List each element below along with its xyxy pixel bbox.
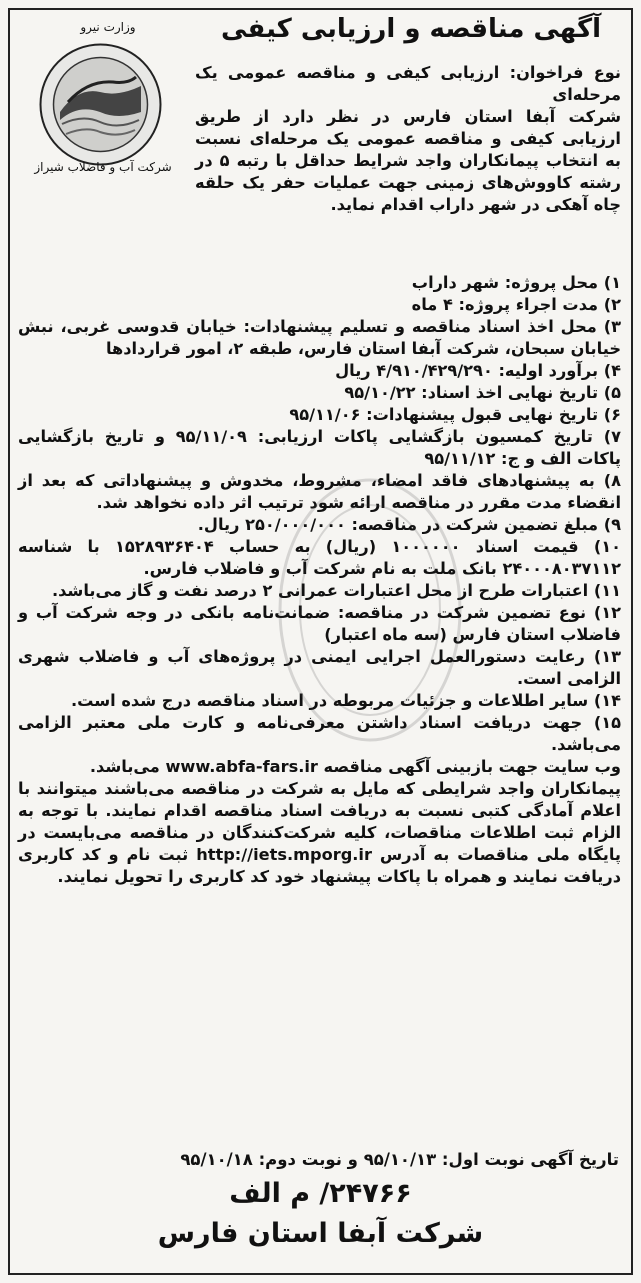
list-item: ۴) برآورد اولیه: ۴/۹۱۰/۴۲۹/۲۹۰ ریال [335,361,621,380]
notice-title: آگهی مناقصه و ارزیابی کیفی [221,14,601,44]
closing-paragraph [18,778,621,888]
footer-company-name: شرکت آبفا استان فارس [157,1218,484,1249]
call-type: نوع فراخوان: ارزیابی کیفی و مناقصه عمومی یک مرحله‌ای [195,63,621,104]
list-item: ۵) تاریخ نهایی اخذ اسناد: ۹۵/۱۰/۲۲ [344,383,621,402]
publication-dates: تاریخ آگهی نوبت اول: ۹۵/۱۰/۱۳ و نوبت دوم: ۹۵/۱۰/۱۸ [180,1150,619,1169]
list-item: ۱) محل پروژه: شهر داراب [411,273,621,292]
list-item: ۱۳) رعایت دستورالعمل اجرایی ایمنی در پروژه‌های آب و فاضلاب شهری الزامی است. [18,647,621,688]
list-item: ۸) به پیشنهادهای فاقد امضاء، مشروط، مخدوش و پیشنهاداتی که بعد از انقضاء مدت مقرر در مناقصه ارائه شود ترتیب اثر داده نخواهد شد. [18,471,621,512]
closing-text-before: پیمانکاران واجد شرایطی که مایل به شرکت در مناقصه می‌باشند میتوانند با اعلام آمادگی کتبی نسبت به دریافت اسناد مناقصه اقدام نمایند. با توجه به الزام ثبت اطلاعات مناقصات، کلیه شرکت‌کنندگان در مناقصه می‌بایست در پایگاه ملی مناقصات به آدرس [18,779,622,864]
closing-text-after: ثبت نام و کد کاربری دریافت نمایند و همراه با پاکات پیشنهاد خود کد کاربری را تحویل نمایند. [18,845,621,886]
list-item: ۷) تاریخ کمسیون بازگشایی پاکات ارزیابی: ۹۵/۱۱/۰۹ و تاریخ بازگشایی پاکات الف و ج: ۹۵/۱۱/۱۲ [18,427,621,468]
list-item: ۱۴) سایر اطلاعات و جزئیات مربوطه در اسناد مناقصه درج شده است. [70,691,621,710]
notice-intro [195,62,621,216]
website-text-before: وب سایت جهت بازبینی آگهی مناقصه [323,757,621,776]
tender-portal-link[interactable]: http://iets.mporg.ir [196,845,372,864]
list-item: ۱۱) اعتبارات طرح از محل اعتبارات عمرانی ۲ درصد نفت و گاز می‌باشد. [51,581,621,600]
intro-paragraph: شرکت آبفا استان فارس در نظر دارد از طریق ارزیابی کیفی و مناقصه عمومی یک مرحله‌ای نسبت به انتخاب پیمانکاران واجد شرایط حداقل با رتبه ۵ در رشته کاووش‌های زمینی جهت عملیات حفر یک حلقه چاه آهکی در شهر داراب اقدام نماید. [195,107,622,214]
logo-ministry-text: وزارت نیرو [80,20,136,34]
water-utility-seal-icon [38,42,163,167]
list-item: ۹) مبلغ تضمین شرکت در مناقصه: ۲۵۰/۰۰۰/۰۰۰ ریال. [197,515,621,534]
website-text-after: می‌باشد. [89,757,160,776]
notice-body [18,272,621,888]
list-item: ۱۲) نوع تضمین شرکت در مناقصه: ضمانت‌نامه بانکی در وجه شرکت آب و فاضلاب استان فارس (سه ماه اعتبار) [18,603,621,644]
notice-code: ۲۴۷۶۶/ م الف [229,1178,412,1209]
website-line [18,756,621,778]
website-link[interactable]: www.abfa-fars.ir [165,757,318,776]
list-item: ۳) محل اخذ اسناد مناقصه و تسلیم پیشنهادات: خیابان قدوسی غربی، نبش خیابان سبحان، شرکت آبفا استان فارس، طبقه ۲، امور قراردادها [18,317,621,358]
company-logo [18,20,188,180]
list-item: ۲) مدت اجراء پروژه: ۴ ماه [411,295,621,314]
list-item: ۱۰) قیمت اسناد ۱۰۰۰۰۰۰ (ریال) به حساب ۱۵۲۸۹۳۶۴۰۴ با شناسه ۲۴۰۰۰۸۰۳۷۱۱۲ بانک ملت به نام شرکت آب و فاضلاب فارس. [18,537,621,578]
list-item: ۶) تاریخ نهایی قبول پیشنهادات: ۹۵/۱۱/۰۶ [289,405,621,424]
list-item: ۱۵) جهت دریافت اسناد داشتن معرفی‌نامه و کارت ملی معتبر الزامی می‌باشد. [18,713,621,754]
logo-company-text: شرکت آب و فاضلاب شیراز [34,160,172,174]
